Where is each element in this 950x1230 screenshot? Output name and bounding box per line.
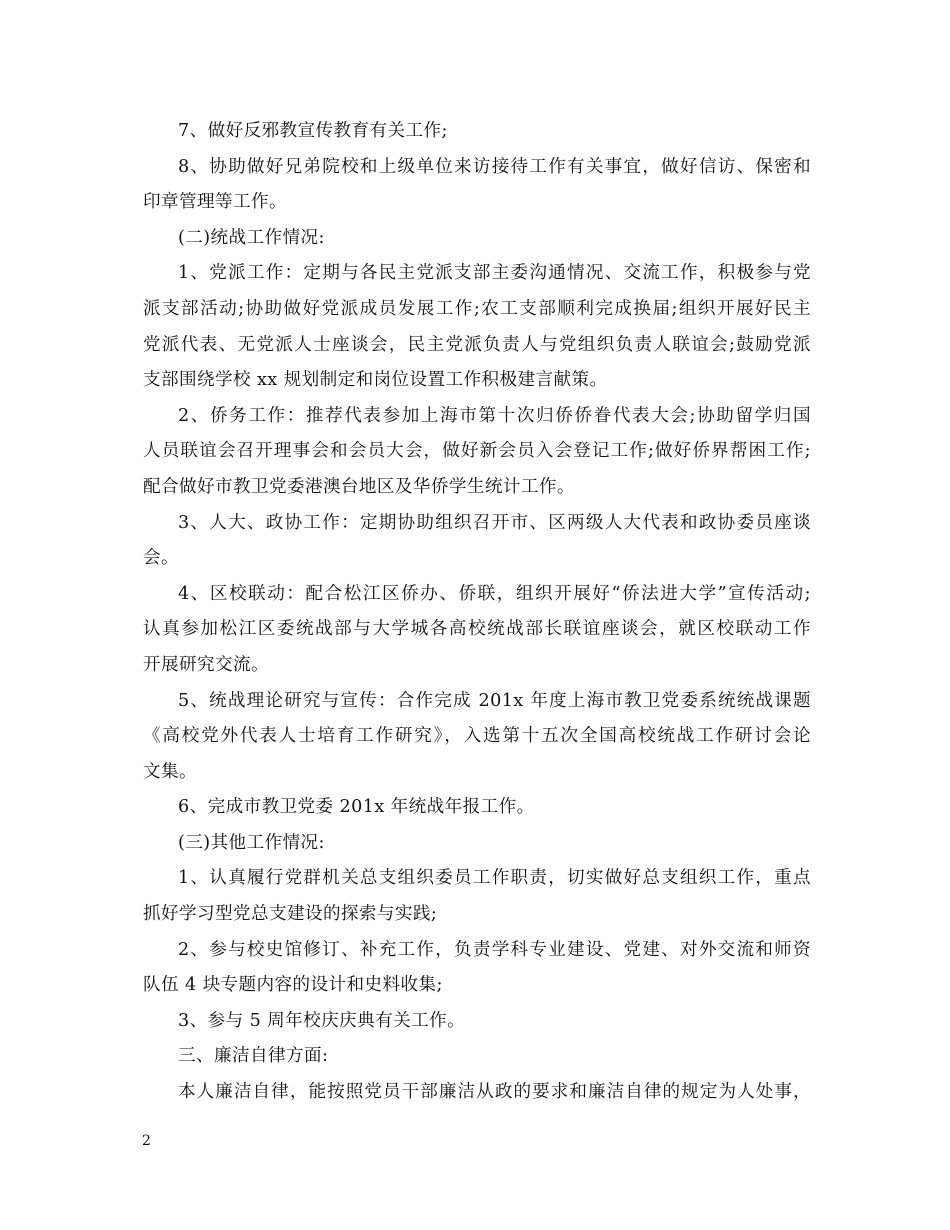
text-line: 《高校党外代表人士培育工作研究》，入选第十五次全国高校统战工作研讨会论 <box>143 726 811 747</box>
text-line: 1、认真履行党群机关总支组织委员工作职责，切实做好总支组织工作，重点 <box>178 868 811 889</box>
text-line: 派支部活动;协助做好党派成员发展工作;农工支部顺利完成换届;组织开展好民主 <box>143 298 811 319</box>
text-line: 认真参加松江区委统战部与大学城各高校统战部长联谊座谈会，就区校联动工作 <box>143 619 811 640</box>
text-line: 人员联谊会召开理事会和会员大会，做好新会员入会登记工作;做好侨界帮困工作; <box>143 441 811 462</box>
text-line: 8、协助做好兄弟院校和上级单位来访接待工作有关事宜，做好信访、保密和 <box>178 156 811 177</box>
section-heading: (三)其他工作情况: <box>178 832 325 853</box>
text-line: 2、参与校史馆修订、补充工作，负责学科专业建设、党建、对外交流和师资 <box>178 939 811 960</box>
text-line: 文集。 <box>143 761 197 782</box>
text-line: 3、参与 5 周年校庆庆典有关工作。 <box>178 1010 466 1031</box>
text-line: 2、侨务工作：推荐代表参加上海市第十次归侨侨眷代表大会;协助留学归国 <box>178 405 811 426</box>
text-line: 本人廉洁自律，能按照党员干部廉洁从政的要求和廉洁自律的规定为人处事， <box>178 1082 811 1103</box>
text-line: 4、区校联动：配合松江区侨办、侨联，组织开展好“侨法进大学”宣传活动; <box>178 583 811 604</box>
text-line: 1、党派工作：定期与各民主党派支部主委沟通情况、交流工作，积极参与党 <box>178 263 811 284</box>
text-line: 印章管理等工作。 <box>143 192 287 213</box>
section-heading: (二)统战工作情况: <box>178 227 325 248</box>
text-line: 支部围绕学校 xx 规划制定和岗位设置工作积极建言献策。 <box>143 370 608 391</box>
text-line: 3、人大、政协工作：定期协助组织召开市、区两级人大代表和政协委员座谈 <box>178 512 811 533</box>
text-line: 抓好学习型党总支建设的探索与实践; <box>143 904 438 925</box>
text-line: 配合做好市教卫党委港澳台地区及华侨学生统计工作。 <box>143 476 575 497</box>
page-number: 2 <box>142 1133 151 1149</box>
text-line: 6、完成市教卫党委 201x 年统战年报工作。 <box>178 797 535 818</box>
text-line: 开展研究交流。 <box>143 654 269 675</box>
section-heading: 三、廉洁自律方面: <box>178 1046 329 1067</box>
text-line: 会。 <box>143 548 179 569</box>
text-line: 党派代表、无党派人士座谈会，民主党派负责人与党组织负责人联谊会;鼓励党派 <box>143 334 811 355</box>
text-line: 7、做好反邪教宣传教育有关工作; <box>178 121 448 141</box>
text-line: 队伍 4 块专题内容的设计和史料收集; <box>143 975 443 996</box>
text-line: 5、统战理论研究与宣传：合作完成 201x 年度上海市教卫党委系统统战课题 <box>178 690 811 711</box>
body-text <box>143 114 811 1111</box>
